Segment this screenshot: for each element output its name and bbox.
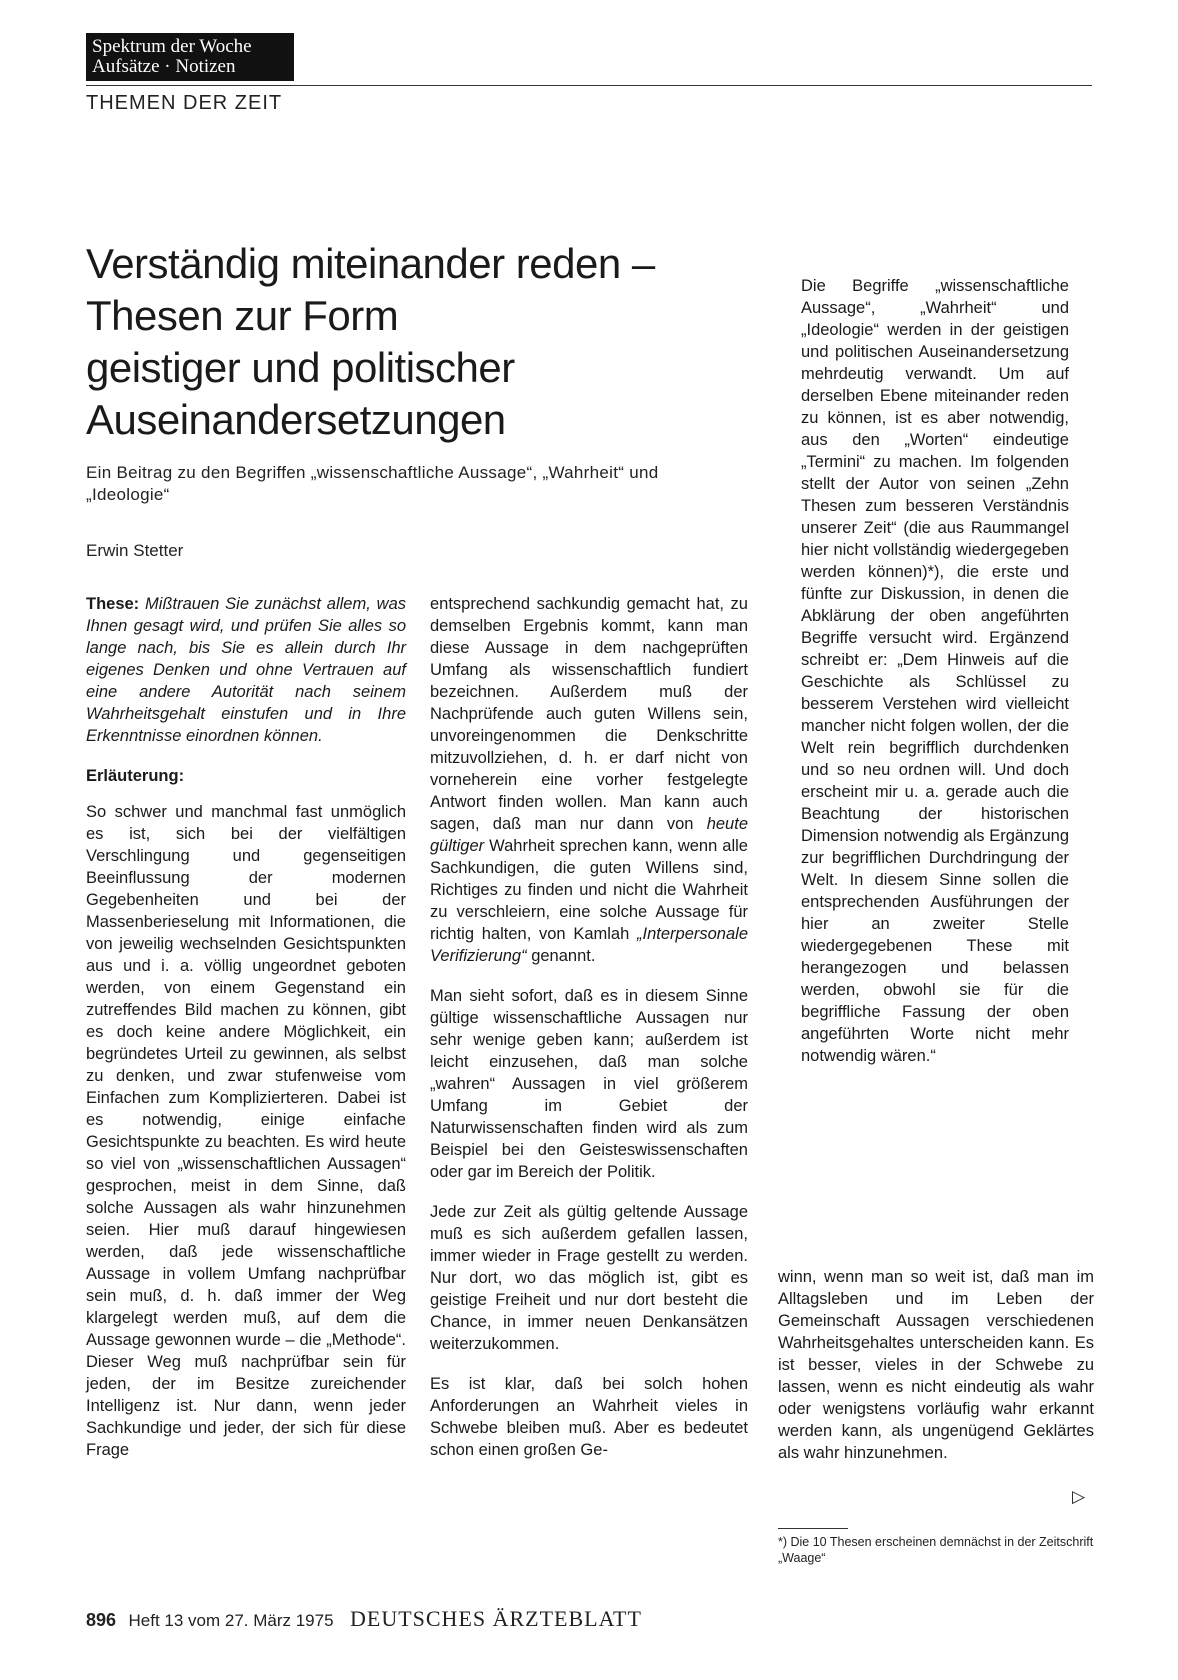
header-divider [86, 85, 1092, 86]
these-label: These: [86, 595, 140, 613]
continue-arrow-icon: ▷ [1072, 1487, 1086, 1506]
banner-line-2: Aufsätze · Notizen [92, 56, 236, 77]
title-line: Verständig miteinander reden – [86, 240, 655, 287]
page-number: 896 [86, 1610, 117, 1630]
body-paragraph: Es ist klar, daß bei solch hohen Anforderungen an Wahrheit vieles in Schwebe bleiben muß. Aber es bedeutet schon einen großen Ge- [430, 1375, 748, 1459]
journal-name: DEUTSCHES ÄRZTEBLATT [350, 1606, 642, 1631]
erlaeuterung-heading: Erläuterung: [86, 767, 185, 785]
emphasis-text: „Interpersonale Verifizierung“ [430, 925, 748, 965]
sidebar-text: Die Begriffe „wissenschaftliche Aussage“, „Wahrheit“ und „Ideologie“ werden in der geistigen und politischen Auseinandersetzung mehrdeutig verwandt. Um auf derselben Ebene miteinander reden zu können, ist es aber notwendig, aus den „Worten“ eindeutige „Termini“ zu machen. Im folgenden stellt der Autor von seinen „Zehn Thesen zum besseren Verständnis unserer Zeit“ (die aus Raummangel hier nicht vollständig wiedergegeben werden können)*), die erste und fünfte zur Diskussion, in denen die Abklärung der oben angeführten Begriffe versucht wird. Ergänzend schreibt er: „Dem Hinweis auf die Geschichte als Schlüssel zu besserem Verstehen wird vielleicht mancher nicht folgen wollen, der die Welt rein begrifflich durchdenken und so neu ordnen will. Und doch erscheint mir u. a. gerade auch die Beachtung der historischen Dimension notwendig als Ergänzung zur begrifflichen Durchdringung der Welt. In diesem Sinne sollen die entsprechenden Ausführungen der hier an zweiter Stelle wiedergegebenen These mit herangezogen und belassen werden, obwohl sie für die begriffliche Fassung der oben angeführten Worte nicht mehr notwendig wären.“ [801, 277, 1069, 1065]
these-paragraph [86, 593, 406, 747]
section-title: THEMEN DER ZEIT [86, 92, 283, 114]
banner-line-1: Spektrum der Woche [92, 36, 252, 57]
article-title [86, 238, 726, 446]
title-line: Thesen zur Form [86, 292, 399, 339]
title-line: Auseinandersetzungen [86, 396, 506, 443]
column-right [778, 1266, 1094, 1464]
footnote: *) Die 10 Thesen erscheinen demnächst in der Zeitschrift „Waage“ [778, 1535, 1094, 1565]
body-paragraph: winn, wenn man so weit ist, daß man im Alltagsleben und im Leben der Gemeinschaft Aussagen verschiedenen Wahrheitsgehaltes unterscheiden kann. Es ist besser, vieles in der Schwebe zu lassen, wenn es nicht eindeutig als wahr oder wenigstens vorläufig wahr erkannt werden kann, als ungenügend Geklärtes als wahr hinzunehmen. [778, 1268, 1094, 1462]
article-subtitle: Ein Beitrag zu den Begriffen „wissenschaftliche Aussage“, „Wahrheit“ und „Ideologie“ [86, 463, 659, 504]
these-text: Mißtrauen Sie zunächst allem, was Ihnen gesagt wird, und prüfen Sie alles so lange nach, bis Sie es allein durch Ihr eigenes Denken und ohne Vertrauen auf eine andere Autorität nach seinem Wahrheitsgehalt einstufen und in Ihre Erkenntnisse einordnen können. [86, 595, 406, 745]
page-footer [86, 1606, 642, 1632]
text-run: genannt. [531, 947, 596, 965]
body-paragraph [430, 593, 748, 967]
column-middle [430, 593, 748, 1461]
emphasis-text: heute gültiger [430, 815, 748, 855]
title-line: geistiger und politischer [86, 344, 515, 391]
column-left [86, 593, 406, 1461]
footnote-divider [778, 1528, 848, 1529]
body-paragraph: So schwer und manchmal fast unmöglich es ist, sich bei der vielfältigen Verschlingung und gegenseitigen Beeinflussung der modernen Gegebenheiten und bei der Massenberieselung mit Informationen, die von jeweilig wechselnden Gesichtspunkten aus und i. a. völlig ungeordnet geboten werden, von einem Gegenstand ein zutreffendes Bild machen zu können, gibt es doch keine andere Möglichkeit, ein begründetes Urteil zu gewinnen, als selbst zu denken, und zwar stufenweise vom Einfachen zum Komplizierteren. Dabei ist es notwendig, einige einfache Gesichtspunkte zu beachten. Es wird heute so viel von „wissenschaftlichen Aussagen“ gesprochen, meist in dem Sinne, daß solche Aussagen als wahr hinzunehmen seien. Hier muß darauf hingewiesen werden, daß jede wissenschaftliche Aussage in vollem Umfang nachprüfbar sein muß, d. h. daß immer der Weg klargelegt werden muß, auf dem die Aussage gewonnen wurde – die „Methode“. Dieser Weg muß nachprüfbar sein für jeden, der im Besitze zureichender Intelligenz ist. Nur dann, wenn jeder Sachkundige und jeder, der sich für diese Frage [86, 803, 406, 1459]
section-banner [86, 33, 294, 81]
body-paragraph: Man sieht sofort, daß es in diesem Sinne gültige wissenschaftliche Aussagen nur sehr wenige geben kann; außerdem ist leicht einzusehen, daß man solche „wahren“ Aussagen in viel größerem Umfang im Gebiet der Naturwissenschaften finden wird als zum Beispiel bei den Geisteswissenschaften oder gar im Bereich der Politik. [430, 987, 748, 1181]
text-run: entsprechend sachkundig gemacht hat, zu demselben Ergebnis kommt, kann man diese Aussage in dem nachgeprüften Umfang als wissenschaftlich fundiert bezeichnen. Außerdem muß der Nachprüfende auch guten Willens sein, unvoreingenommen die Denkschritte mitzuvollziehen, d. h. er darf nicht von vorneherein eine vorher festgelegte Antwort finden wollen. Man kann auch sagen, daß man nur dann von [430, 595, 748, 833]
issue-info: Heft 13 vom 27. März 1975 [128, 1611, 334, 1630]
sidebar-intro [801, 275, 1069, 1067]
article-author: Erwin Stetter [86, 541, 184, 560]
body-paragraph: Jede zur Zeit als gültig geltende Aussage muß es sich außerdem gefallen lassen, immer wieder in Frage gestellt zu werden. Nur dort, wo das möglich ist, gibt es geistige Freiheit und nur dort besteht die Chance, in immer neuen Denkansätzen weiterzukommen. [430, 1203, 748, 1353]
text-run: Wahrheit sprechen kann, wenn alle Sachkundigen, die guten Willens sind, Richtiges zu finden und nicht die Wahrheit zu verschleiern, eine solche Aussage für richtig halten, von Kamlah [430, 837, 748, 943]
